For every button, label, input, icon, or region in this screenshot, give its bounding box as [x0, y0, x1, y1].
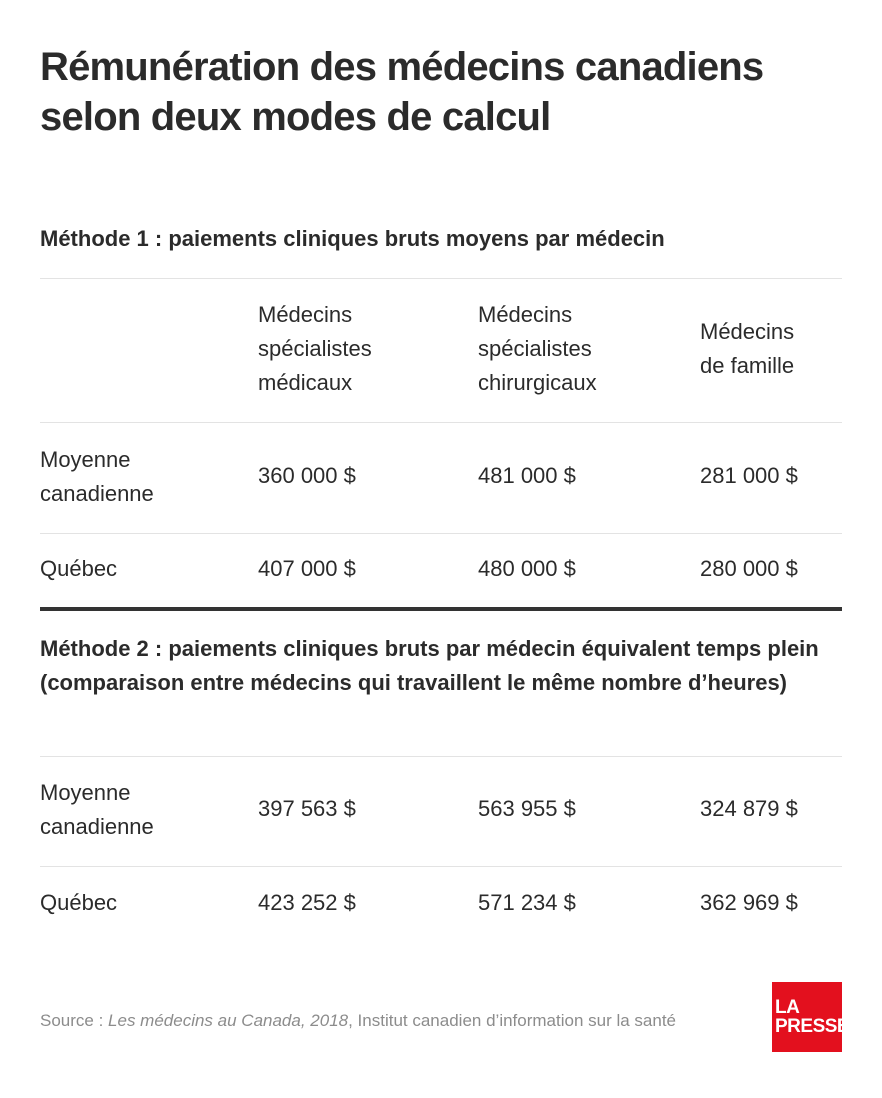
divider — [40, 756, 842, 757]
logo-line: LA — [775, 997, 800, 1018]
column-header-line: de famille — [700, 353, 795, 378]
title-line-1: Rémunération des médecins canadiens — [40, 45, 764, 89]
column-header-line: Médecins — [700, 319, 795, 344]
title-line-2: selon deux modes de calcul — [40, 95, 551, 139]
column-header-line: Médecins — [478, 302, 573, 327]
divider — [40, 533, 842, 534]
table-cell: 481 000 $ — [478, 463, 576, 488]
divider — [40, 422, 842, 423]
source-prefix: Source : — [40, 1011, 109, 1030]
table-cell: 324 879 $ — [700, 796, 798, 821]
row-label-quebec-m2: Québec — [40, 890, 118, 915]
table-cell: 407 000 $ — [258, 556, 356, 581]
table-cell: 563 955 $ — [478, 796, 576, 821]
table-cell: 362 969 $ — [700, 890, 798, 915]
method-2-heading: Méthode 2 : paiements cliniques bruts par médecin équivalent temps plein (comparaison entre médecins qui travaillent le même nombre d’heures) — [40, 636, 819, 695]
source-work: Les médecins au Canada, 2018 — [108, 1011, 349, 1030]
chart-title — [40, 42, 840, 142]
row-label-canadian-average-m2 — [40, 776, 154, 844]
logo-line: PRESSE — [775, 1016, 850, 1037]
section-divider — [40, 607, 842, 611]
column-header-line: spécialistes — [258, 336, 372, 361]
source-rest: , Institut canadien d’information sur la santé — [348, 1011, 677, 1030]
column-header-surgical-specialists — [478, 298, 597, 400]
table-cell: 480 000 $ — [478, 556, 576, 581]
source-note — [40, 1008, 676, 1034]
divider — [40, 278, 842, 279]
table-cell: 360 000 $ — [258, 463, 356, 488]
table-cell: 280 000 $ — [700, 556, 798, 581]
table-cell: 571 234 $ — [478, 890, 576, 915]
column-header-line: chirurgicaux — [478, 370, 597, 395]
column-header-medical-specialists — [258, 298, 372, 400]
column-header-line: spécialistes — [478, 336, 592, 361]
la-presse-logo — [772, 982, 850, 1052]
row-label-line: Moyenne — [40, 780, 131, 805]
method-1-heading: Méthode 1 : paiements cliniques bruts moyens par médecin — [40, 226, 665, 251]
table-cell: 397 563 $ — [258, 796, 356, 821]
row-label-line: Moyenne — [40, 447, 131, 472]
row-label-line: canadienne — [40, 814, 154, 839]
divider — [40, 866, 842, 867]
row-label-line: canadienne — [40, 481, 154, 506]
table-cell: 281 000 $ — [700, 463, 798, 488]
table-cell: 423 252 $ — [258, 890, 356, 915]
row-label-quebec-m1: Québec — [40, 556, 118, 581]
column-header-line: médicaux — [258, 370, 353, 395]
column-header-family-physicians — [700, 315, 794, 383]
column-header-line: Médecins — [258, 302, 353, 327]
row-label-canadian-average-m1 — [40, 443, 154, 511]
